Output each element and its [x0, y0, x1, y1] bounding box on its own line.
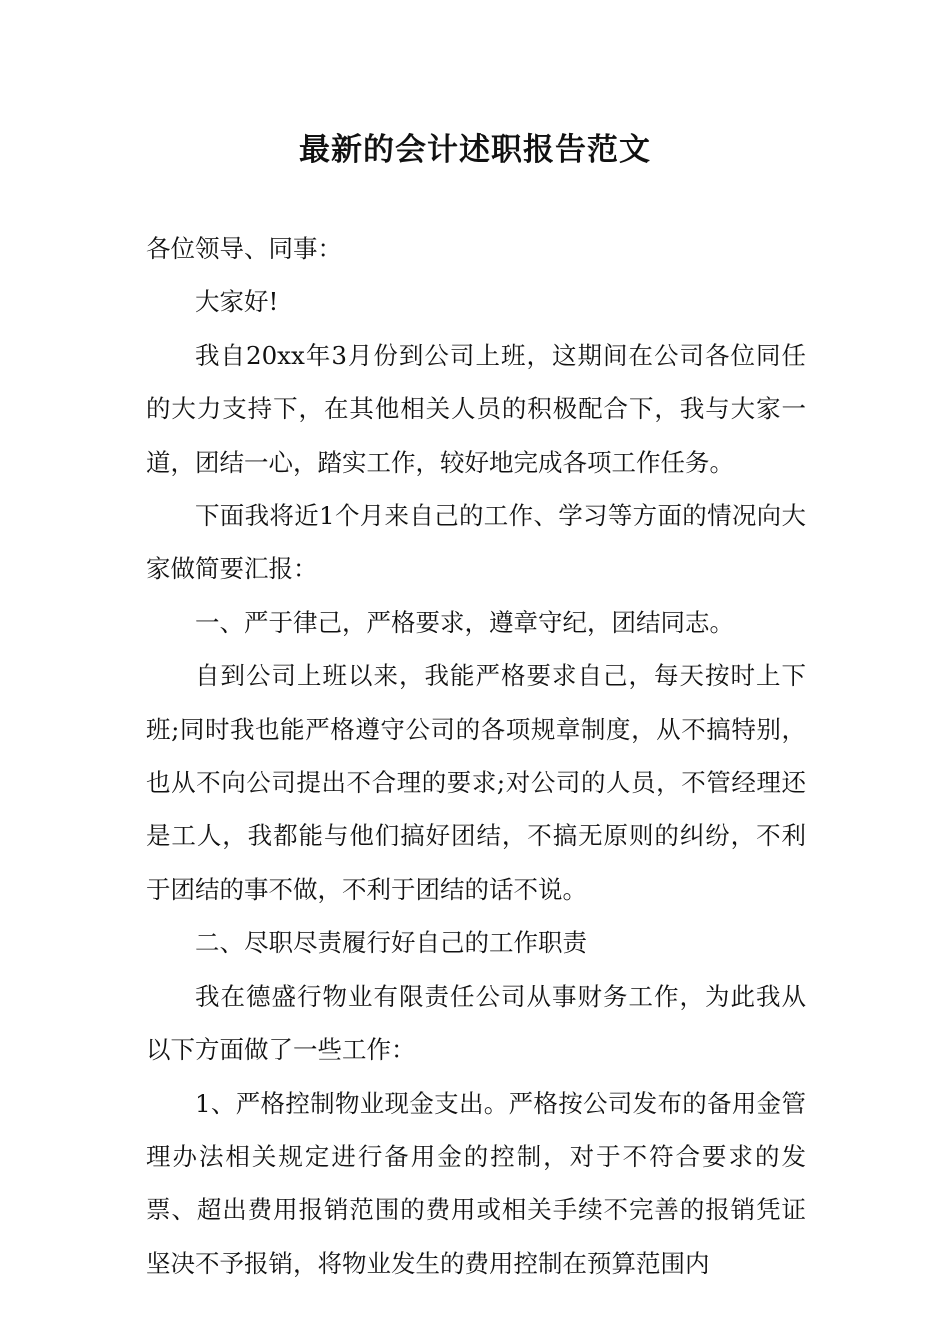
duties-intro-paragraph: 我在德盛行物业有限责任公司从事财务工作，为此我从以下方面做了一些工作：	[146, 981, 806, 1065]
intro-paragraph: 我自20xx年3月份到公司上班，这期间在公司各位同任的大力支持下，在其他相关人员的积极配合下，我与大家一道，团结一心，踏实工作，较好地完成各项工作任务。	[146, 340, 806, 477]
section-heading-1: 一、严于律己，严格要求，遵章守纪，团结同志。	[195, 607, 734, 637]
section-heading-2: 二、尽职尽责履行好自己的工作职责	[195, 928, 587, 958]
report-lead-paragraph: 下面我将近1个月来自己的工作、学习等方面的情况向大家做简要汇报：	[146, 501, 806, 584]
discipline-paragraph: 自到公司上班以来，我能严格要求自己，每天按时上下班;同时我也能严格遵守公司的各项规章制度，从不搞特别，也从不向公司提出不合理的要求;对公司的人员，不管经理还是工人，我都能与他们搞好团结，不搞无原则的纠纷，不利于团结的事不做，不利于团结的话不说。	[146, 661, 806, 904]
salutation-paragraph: 各位领导、同事：	[146, 234, 342, 263]
cash-control-paragraph: 1、严格控制物业现金支出。严格按公司发布的备用金管理办法相关规定进行备用金的控制，对于不符合要求的发票、超出费用报销范围的费用或相关手续不完善的报销凭证坚决不予报销，将物业发生的费用控制在预算范围内	[146, 1088, 806, 1278]
document-body	[146, 222, 806, 1290]
greeting-paragraph: 大家好!	[195, 287, 279, 317]
document-title: 最新的会计述职报告范文	[299, 132, 651, 168]
